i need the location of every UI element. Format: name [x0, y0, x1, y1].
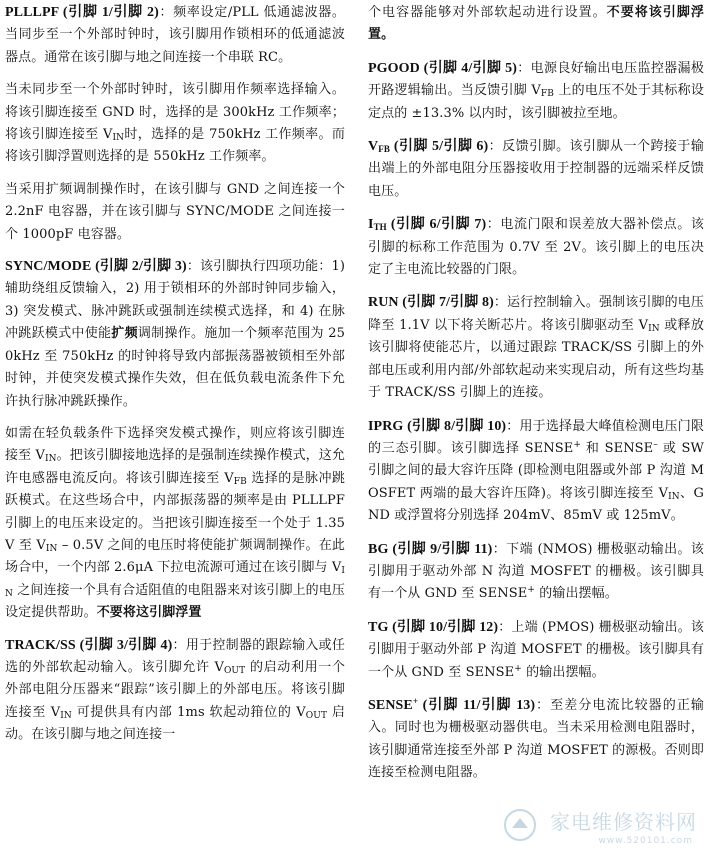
- watermark-url: www.520101.com: [598, 836, 693, 846]
- watermark-text: 家电维修资料网: [550, 810, 697, 834]
- plllpf-frequency-select: 当未同步至一个外部时钟时，该引脚用作频率选择输入。将该引脚连接至 GND 时，选择的是 300kHz 工作频率；将该引脚连接至 $V_{IN}$时，选择的是 750kHz 工作频率。而将该引脚浮置则选择的是 550kHz 工作频率。: [5, 82, 345, 165]
- watermark: [503, 804, 703, 848]
- pin-title: IPRG (引脚 8/引脚 10): [368, 418, 507, 434]
- pin-iprg: IPRG (引脚 8/引脚 10)：用于选择最大峰值检测电压门限的三态引脚。该引脚选择 SENSE+ 和 SENSE– 或 SW 引脚之间的最大容许压降 (即检测电阻器或外部 P 沟道 MOSFET 两端的最大容许压降)。将该引脚连接至 $V_{IN}$、GND 或浮置将分别选择 204mV、85mV 或 125mV。: [368, 418, 704, 524]
- pin-vfb: $V_{FB}$ (引脚 5/引脚 6)：反馈引脚。该引脚从一个跨接于输出端上的外部电阻分压器接收用于控制器的远端采样反馈电压。: [368, 139, 704, 199]
- pin-title: BG (引脚 9/引脚 11): [368, 541, 493, 557]
- pin-plllpf: PLLLPF (引脚 1/引脚 2)：频率设定/PLL 低通滤波器。当同步至一个外部时钟时，该引脚用作锁相环的低通滤波器点。通常在该引脚与地之间连接一个串联 RC。: [5, 5, 345, 65]
- pin-title: SENSE+ (引脚 11/引脚 13): [368, 695, 536, 713]
- pin-title: RUN (引脚 7/引脚 8): [368, 295, 494, 311]
- watermark-logo-icon: [503, 808, 537, 842]
- pin-title: $V_{FB}$ (引脚 5/引脚 6): [368, 139, 489, 155]
- pin-sync-mode: SYNC/MODE (引脚 2/引脚 3)：该引脚执行四项功能：1) 辅助绕组反馈输入，2) 用于锁相环的外部时钟同步输入，3) 突发模式、脉冲跳跃或强制连续模式选择，和 4) 在脉冲跳跃模式中使能扩频调制操作。施加一个频率范围为 250kHz 至 750kHz 的时钟将导致内部振荡器被锁相至外部时钟，并使突发模式操作失效，但在低负载电流条件下允许执行脉冲跳跃操作。: [5, 259, 346, 409]
- pin-title: PLLLPF (引脚 1/引脚 2): [5, 5, 159, 20]
- pin-title: $I_{TH}$ (引脚 6/引脚 7): [368, 217, 487, 233]
- right-column: [368, 2, 704, 796]
- pin-pgood: PGOOD (引脚 4/引脚 5)：电源良好输出电压监控器漏极开路逻辑输出。当反馈引脚 $V_{FB}$ 上的电压不处于其标称设定点的 ±13.3% 以内时，该引脚被拉至地。: [368, 60, 704, 121]
- pin-tg: TG (引脚 10/引脚 12)：上端 (PMOS) 栅极驱动输出。该引脚用于驱动外部 P 沟道 MOSFET 的栅极。该引脚具有一个从 GND 至 SENSE+ 的输出摆幅。: [368, 619, 704, 680]
- pin-title: SYNC/MODE (引脚 2/引脚 3): [5, 259, 187, 275]
- pin-bg: BG (引脚 9/引脚 11)：下端 (NMOS) 栅极驱动输出。该引脚用于驱动外部 N 沟道 MOSFET 的栅极。该引脚具有一个从 GND 至 SENSE+ 的输出摆幅。: [368, 541, 704, 602]
- pin-sense-plus: SENSE+ (引脚 11/引脚 13)：至差分电流比较器的正输入。同时也为栅极驱动器供电。当未采用检测电阻器时，该引脚通常连接至外部 P 沟道 MOSFET 的源极。否则即连接至检测电阻器。: [368, 695, 704, 781]
- pin-ith: $I_{TH}$ (引脚 6/引脚 7)：电流门限和误差放大器补偿点。该引脚的标称工作范围为 0.7V 至 2V。该引脚上的电压决定了主电流比较器的门限。: [368, 217, 704, 278]
- pin-title: TRACK/SS (引脚 3/引脚 4): [5, 637, 173, 653]
- pin-title: PGOOD (引脚 4/引脚 5): [368, 60, 518, 76]
- left-column: [5, 2, 345, 757]
- pin-title: TG (引脚 10/引脚 12): [368, 619, 499, 635]
- plllpf-spread-spectrum: 当采用扩频调制操作时，在该引脚与 GND 之间连接一个 2.2nF 电容器，并在该引脚与 SYNC/MODE 之间连接一个 1000pF 电容器。: [5, 181, 345, 242]
- sync-mode-burst: 如需在轻负载条件下选择突发模式操作，则应将该引脚连接至 $V_{IN}$。把该引脚接地选择的是强制连续操作模式，这允许电感器电流反向。将该引脚连接至 $V_{FB}$ 选择的是脉冲跳跃模式。在这些场合中，内部振荡器的频率是由 PLLLPF 引脚上的电压来设定的。当把该引脚连接至一个处于 1.35V 至 $V_{IN} - 0.5V$ 之间的电压时将使能扩频调制操作。在此场合中，一个内部 2.6μA 下拉电流源可通过在该引脚与 $V_{IN}$ 之间连接一个具有合适阻值的电阻器来对该引脚上的电压设定提供帮助。不要将这引脚浮置: [5, 425, 346, 621]
- pin-track-ss: TRACK/SS (引脚 3/引脚 4)：用于控制器的跟踪输入或任选的外部软起动输入。该引脚允许 $V_{OUT}$ 的启动利用一个外部电阻分压器来“跟踪”该引脚上的外部电压。将该引脚连接至 $V_{IN}$ 可提供具有内部 1ms 软起动箝位的 $V_{OUT}$ 启动。在该引脚与地之间连接一: [5, 637, 346, 743]
- track-ss-continued: 个电容器能够对外部软起动进行设置。不要将该引脚浮置。: [368, 5, 705, 43]
- pin-run: RUN (引脚 7/引脚 8)：运行控制输入。强制该引脚的电压降至 1.1V 以下将关断芯片。将该引脚驱动至 $V_{IN}$ 或释放该引脚将使能芯片，以通过跟踪 TRACK/SS 引脚上的外部电压或利用内部/外部软起动来实现启动，所有这些均基于 TRACK/SS 引脚上的连接。: [368, 295, 704, 401]
